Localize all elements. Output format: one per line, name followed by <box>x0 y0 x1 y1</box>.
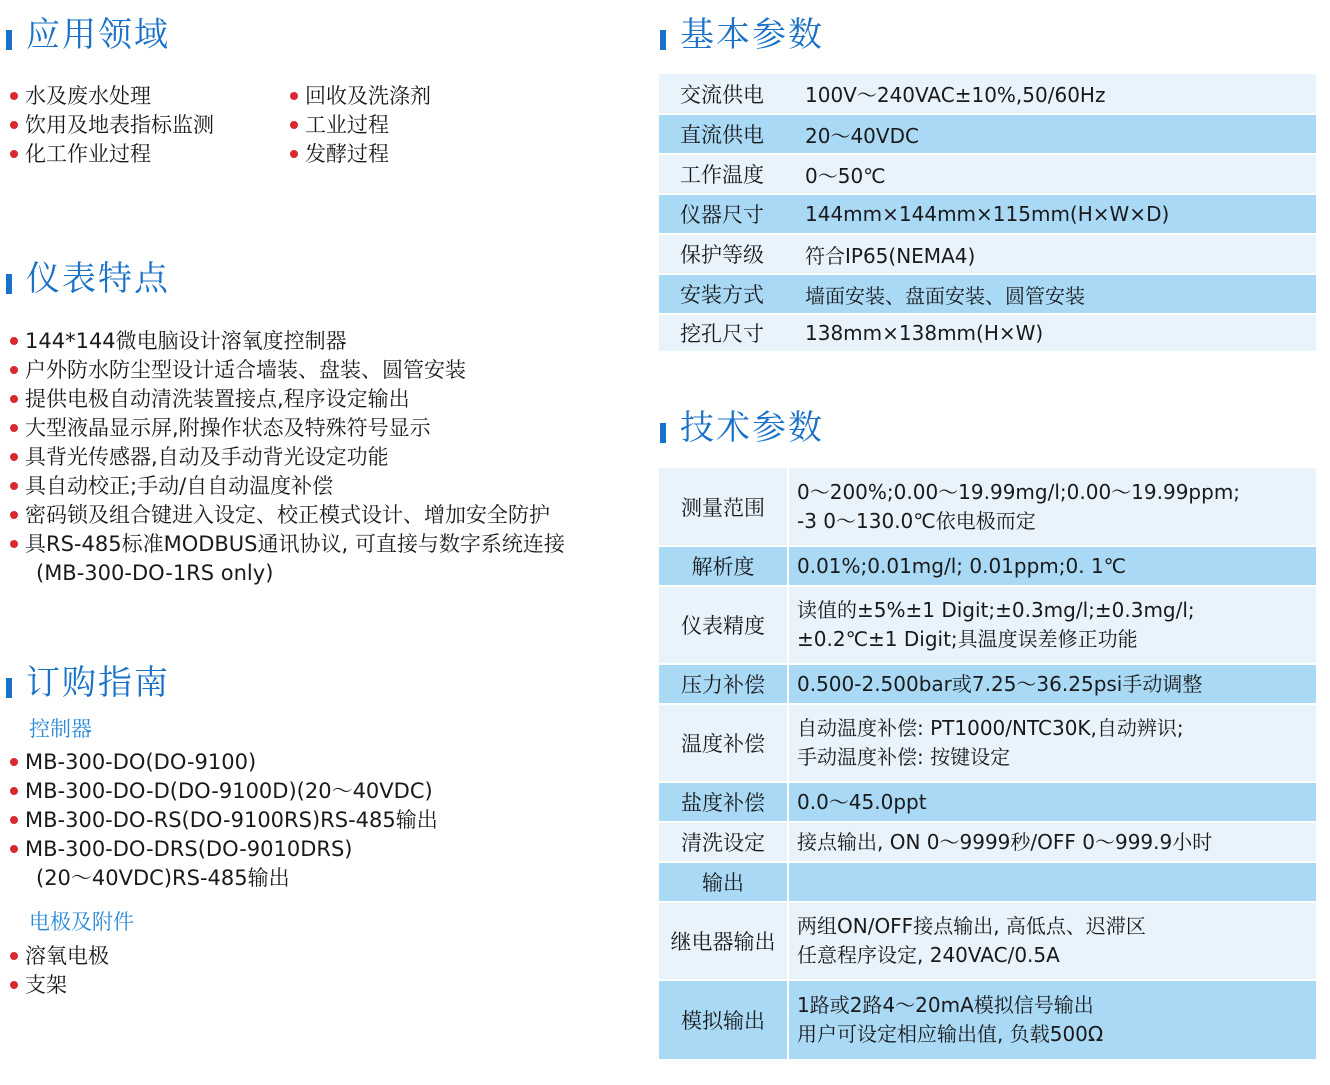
list-item: 144*144微电脑设计溶氧度控制器 <box>8 327 565 356</box>
list-item: MB-300-DO-DRS(DO-9010DRS) <box>8 835 438 864</box>
basic-section-title <box>660 15 824 55</box>
list-item: 具RS-485标准MODBUS通讯协议, 可直接与数字系统连接 <box>8 530 565 559</box>
table-row: 输出 <box>659 862 1316 902</box>
list-item: 溶氧电极 <box>8 942 109 971</box>
bullet-icon <box>290 150 298 158</box>
table-row: 工作温度 0～50℃ <box>659 154 1316 194</box>
bullet-icon <box>10 453 18 461</box>
controller-heading: 控制器 <box>29 717 92 741</box>
table-row: 仪器尺寸 144mm×144mm×115mm(H×W×D) <box>659 194 1316 234</box>
table-row: 测量范围 0～200%;0.00～19.99mg/l;0.00～19.99ppm; -3 0～130.0℃依电极而定 <box>659 468 1316 546</box>
list-item-continuation: (MB-300-DO-1RS only) <box>36 561 274 585</box>
bullet-icon <box>10 816 18 824</box>
table-row: 模拟输出 1路或2路4～20mA模拟信号输出 用户可设定相应输出值, 负载500Ω <box>659 980 1316 1060</box>
bullet-icon <box>290 121 298 129</box>
table-row: 盐度补偿 0.0～45.0ppt <box>659 782 1316 822</box>
application-title: 应用领域 <box>26 15 170 55</box>
list-item: 具背光传感器,自动及手动背光设定功能 <box>8 443 565 472</box>
table-row: 清洗设定 接点输出, ON 0～9999秒/OFF 0～999.9小时 <box>659 822 1316 862</box>
table-row: 仪表精度 读值的±5%±1 Digit;±0.3mg/l;±0.3mg/l; ±0.2℃±1 Digit;具温度误差修正功能 <box>659 586 1316 664</box>
application-section-title <box>6 15 170 55</box>
bullet-icon <box>10 424 18 432</box>
list-item: 具自动校正;手动/自自动温度补偿 <box>8 472 565 501</box>
list-item: 支架 <box>8 971 109 1000</box>
ordering-section-title <box>6 663 170 703</box>
bullet-icon <box>10 540 18 548</box>
bullet-icon <box>10 92 18 100</box>
bullet-icon <box>10 366 18 374</box>
bullet-icon <box>10 482 18 490</box>
table-row: 保护等级 符合IP65(NEMA4) <box>659 234 1316 274</box>
technical-params-table <box>659 468 1316 1061</box>
list-item: MB-300-DO-RS(DO-9100RS)RS-485输出 <box>8 806 438 835</box>
list-item: 饮用及地表指标监测 <box>8 111 214 140</box>
technical-title: 技术参数 <box>680 408 824 448</box>
section-marker-icon <box>660 423 666 443</box>
bullet-icon <box>10 981 18 989</box>
application-list-1 <box>8 82 214 169</box>
section-marker-icon <box>660 30 666 50</box>
ordering-title: 订购指南 <box>26 663 170 703</box>
section-marker-icon <box>6 678 12 698</box>
basic-title: 基本参数 <box>680 15 824 55</box>
accessory-list <box>8 942 109 1000</box>
list-item: MB-300-DO-D(DO-9100D)(20～40VDC) <box>8 777 438 806</box>
list-item: 水及废水处理 <box>8 82 214 111</box>
bullet-icon <box>10 758 18 766</box>
list-item: 化工作业过程 <box>8 140 214 169</box>
list-item: 大型液晶显示屏,附操作状态及特殊符号显示 <box>8 414 565 443</box>
table-row: 安装方式 墙面安装、盘面安装、圆管安装 <box>659 274 1316 314</box>
list-item: 工业过程 <box>288 111 431 140</box>
list-item: 户外防水防尘型设计适合墙装、盘装、圆管安装 <box>8 356 565 385</box>
list-item-continuation: (20～40VDC)RS-485输出 <box>36 866 290 890</box>
application-list-2 <box>288 82 431 169</box>
table-row: 压力补偿 0.500-2.500bar或7.25～36.25psi手动调整 <box>659 664 1316 704</box>
section-marker-icon <box>6 30 12 50</box>
list-item: MB-300-DO(DO-9100) <box>8 748 438 777</box>
list-item: 发酵过程 <box>288 140 431 169</box>
table-row: 继电器输出 两组ON/OFF接点输出, 高低点、迟滞区 任意程序设定, 240VAC/0.5A <box>659 902 1316 980</box>
bullet-icon <box>10 952 18 960</box>
list-item: 密码锁及组合键进入设定、校正模式设计、增加安全防护 <box>8 501 565 530</box>
bullet-icon <box>10 337 18 345</box>
features-list <box>8 327 565 588</box>
basic-params-table <box>659 74 1316 353</box>
bullet-icon <box>10 395 18 403</box>
table-row: 直流供电 20～40VDC <box>659 114 1316 154</box>
bullet-icon <box>10 121 18 129</box>
list-item: 回收及洗涤剂 <box>288 82 431 111</box>
bullet-icon <box>10 150 18 158</box>
table-row: 挖孔尺寸 138mm×138mm(H×W) <box>659 314 1316 352</box>
features-title: 仪表特点 <box>26 259 170 299</box>
technical-section-title <box>660 408 824 448</box>
bullet-icon <box>10 787 18 795</box>
bullet-icon <box>10 511 18 519</box>
table-row: 解析度 0.01%;0.01mg/l; 0.01ppm;0. 1℃ <box>659 546 1316 586</box>
controller-list <box>8 748 438 893</box>
list-item: 提供电极自动清洗装置接点,程序设定输出 <box>8 385 565 414</box>
features-section-title <box>6 259 170 299</box>
bullet-icon <box>290 92 298 100</box>
accessory-heading: 电极及附件 <box>29 910 134 934</box>
section-marker-icon <box>6 274 12 294</box>
table-row: 交流供电 100V～240VAC±10%,50/60Hz <box>659 74 1316 114</box>
table-row: 温度补偿 自动温度补偿: PT1000/NTC30K,自动辨识; 手动温度补偿: 按键设定 <box>659 704 1316 782</box>
bullet-icon <box>10 845 18 853</box>
